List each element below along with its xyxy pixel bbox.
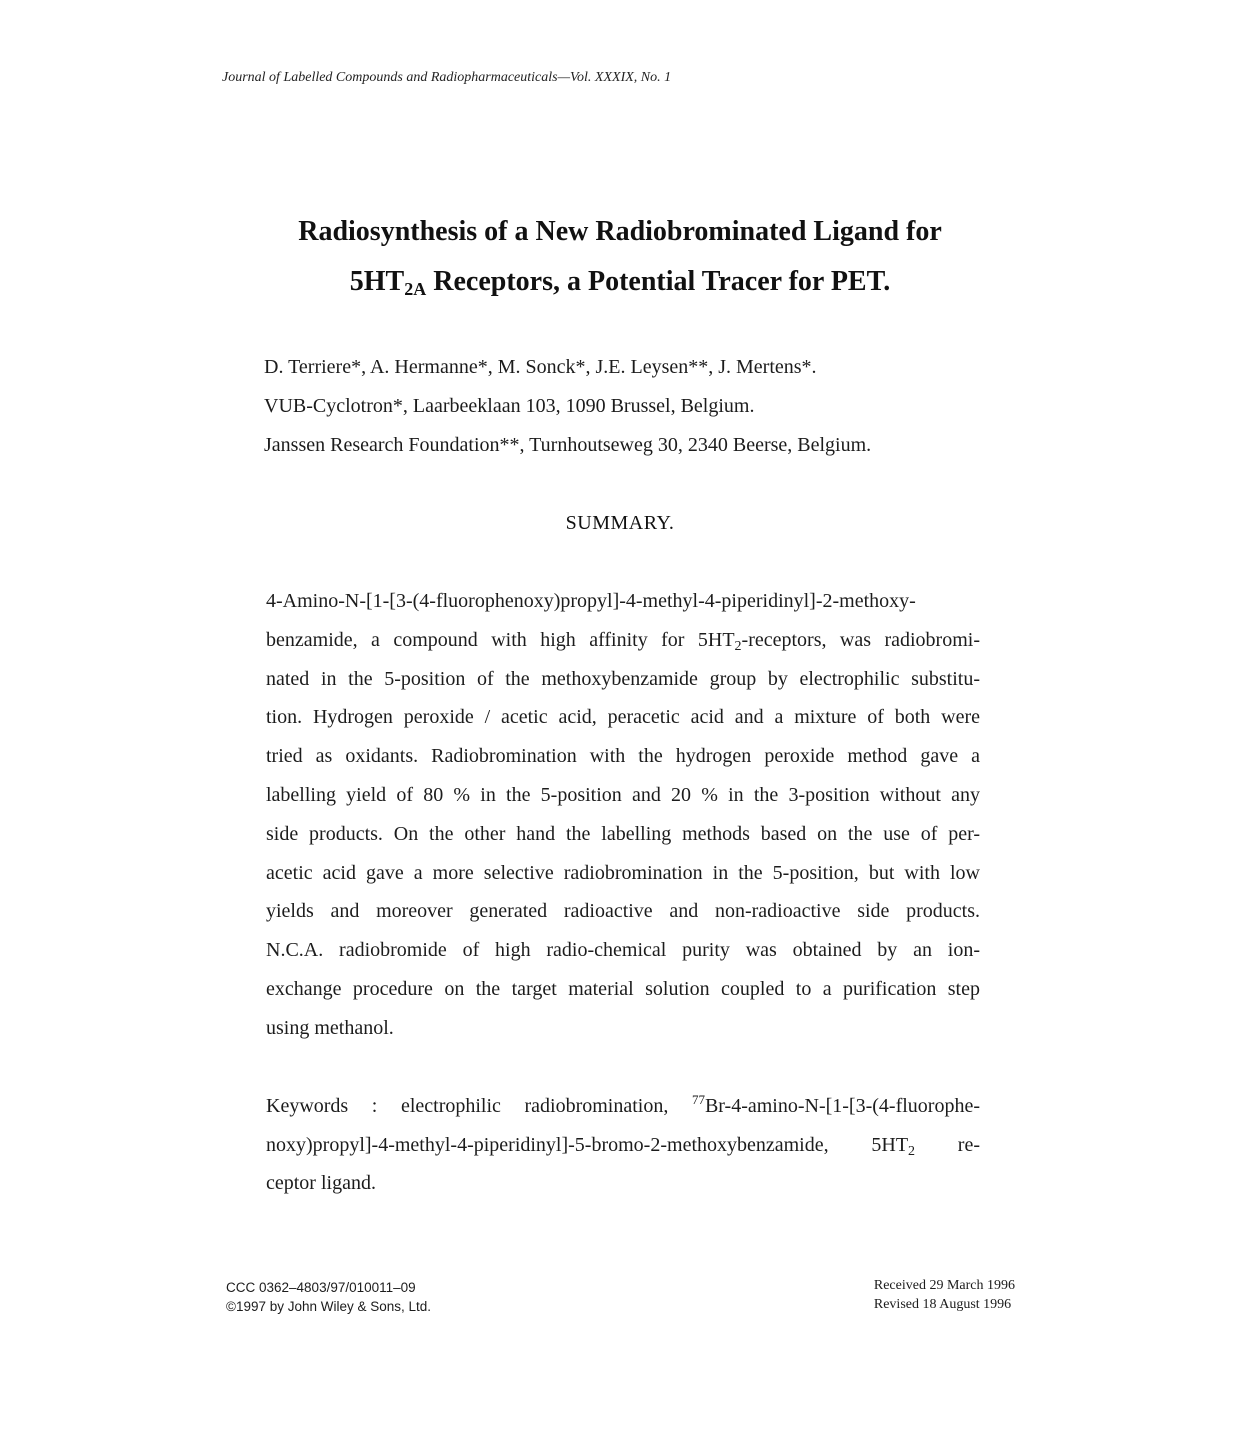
summary-line: yields and moreover generated radioactive and non-radioactive side products. xyxy=(266,900,980,923)
affiliation-2: Janssen Research Foundation**, Turnhoutseweg 30, 2340 Beerse, Belgium. xyxy=(264,434,872,456)
keywords-superscript: 77 xyxy=(691,1092,705,1107)
received-date: Received 29 March 1996 xyxy=(873,1278,1015,1293)
revised-date: Revised 18 August 1996 xyxy=(873,1297,1012,1312)
summary-line-2-subscript: 2 xyxy=(734,638,742,654)
keywords-line-2-pre: noxy)propyl]-4-methyl-4-piperidinyl]-5-bromo-2-methoxybenzamide, 5HT xyxy=(266,1133,909,1156)
keywords-line xyxy=(266,1131,980,1170)
summary-line: 4-Amino-N-[1-[3-(4-fluorophenoxy)propyl]-4-methyl-4-piperidinyl]-2-methoxy- xyxy=(266,590,916,612)
keywords-line-1-pre: Keywords : electrophilic radiobromination, xyxy=(266,1095,692,1117)
paper-title-line-1: Radiosynthesis of a New Radiobrominated Ligand for xyxy=(298,216,942,247)
summary-line-2-post: -receptors, was radiobromi- xyxy=(741,628,980,651)
footer-right xyxy=(874,1276,1015,1314)
title-subscript: 2A xyxy=(404,279,427,299)
keywords-line xyxy=(266,1092,980,1131)
keywords-subscript: 2 xyxy=(908,1143,916,1159)
keywords-line-1-post: Br-4-amino-N-[1-[3-(4-fluorophe- xyxy=(704,1095,980,1117)
title-prefix: 5HT xyxy=(349,266,405,297)
copyright-notice: ©1997 by John Wiley & Sons, Ltd. xyxy=(226,1299,432,1314)
journal-header: Journal of Labelled Compounds and Radiopharmaceuticals—Vol. XXXIX, No. 1 xyxy=(222,70,672,85)
summary-line: nated in the 5-position of the methoxybenzamide group by electrophilic substitu- xyxy=(266,667,980,690)
summary-line: N.C.A. radiobromide of high radio-chemical purity was obtained by an ion- xyxy=(266,939,980,962)
summary-line xyxy=(266,626,980,665)
summary-paragraph xyxy=(266,587,980,1053)
summary-line: labelling yield of 80 % in the 5-position and 20 % in the 3-position without any xyxy=(266,783,980,806)
title-suffix: Receptors, a Potential Tracer for PET. xyxy=(426,266,891,297)
summary-line-2-pre: benzamide, a compound with high affinity for 5HT xyxy=(266,628,735,651)
summary-line: using methanol. xyxy=(266,1016,394,1039)
summary-heading: SUMMARY. xyxy=(565,512,675,534)
keywords-line-2-post: re- xyxy=(915,1133,981,1156)
affiliation-1: VUB-Cyclotron*, Laarbeeklaan 103, 1090 Brussel, Belgium. xyxy=(264,395,755,417)
keywords-line: ceptor ligand. xyxy=(266,1172,376,1194)
paper-title-line-2 xyxy=(0,266,1240,298)
summary-line: tion. Hydrogen peroxide / acetic acid, peracetic acid and a mixture of both were xyxy=(266,706,980,729)
summary-line: side products. On the other hand the labelling methods based on the use of per- xyxy=(266,822,980,845)
keywords-paragraph xyxy=(266,1092,980,1208)
footer-left xyxy=(226,1278,431,1316)
summary-line: tried as oxidants. Radiobromination with the hydrogen peroxide method gave a xyxy=(266,745,980,768)
summary-line: acetic acid gave a more selective radiobromination in the 5-position, but with low xyxy=(266,861,980,884)
summary-line: exchange procedure on the target material solution coupled to a purification step xyxy=(266,977,980,1000)
author-list: D. Terriere*, A. Hermanne*, M. Sonck*, J.E. Leysen**, J. Mertens*. xyxy=(264,356,817,378)
ccc-code: CCC 0362–4803/97/010011–09 xyxy=(226,1280,416,1295)
